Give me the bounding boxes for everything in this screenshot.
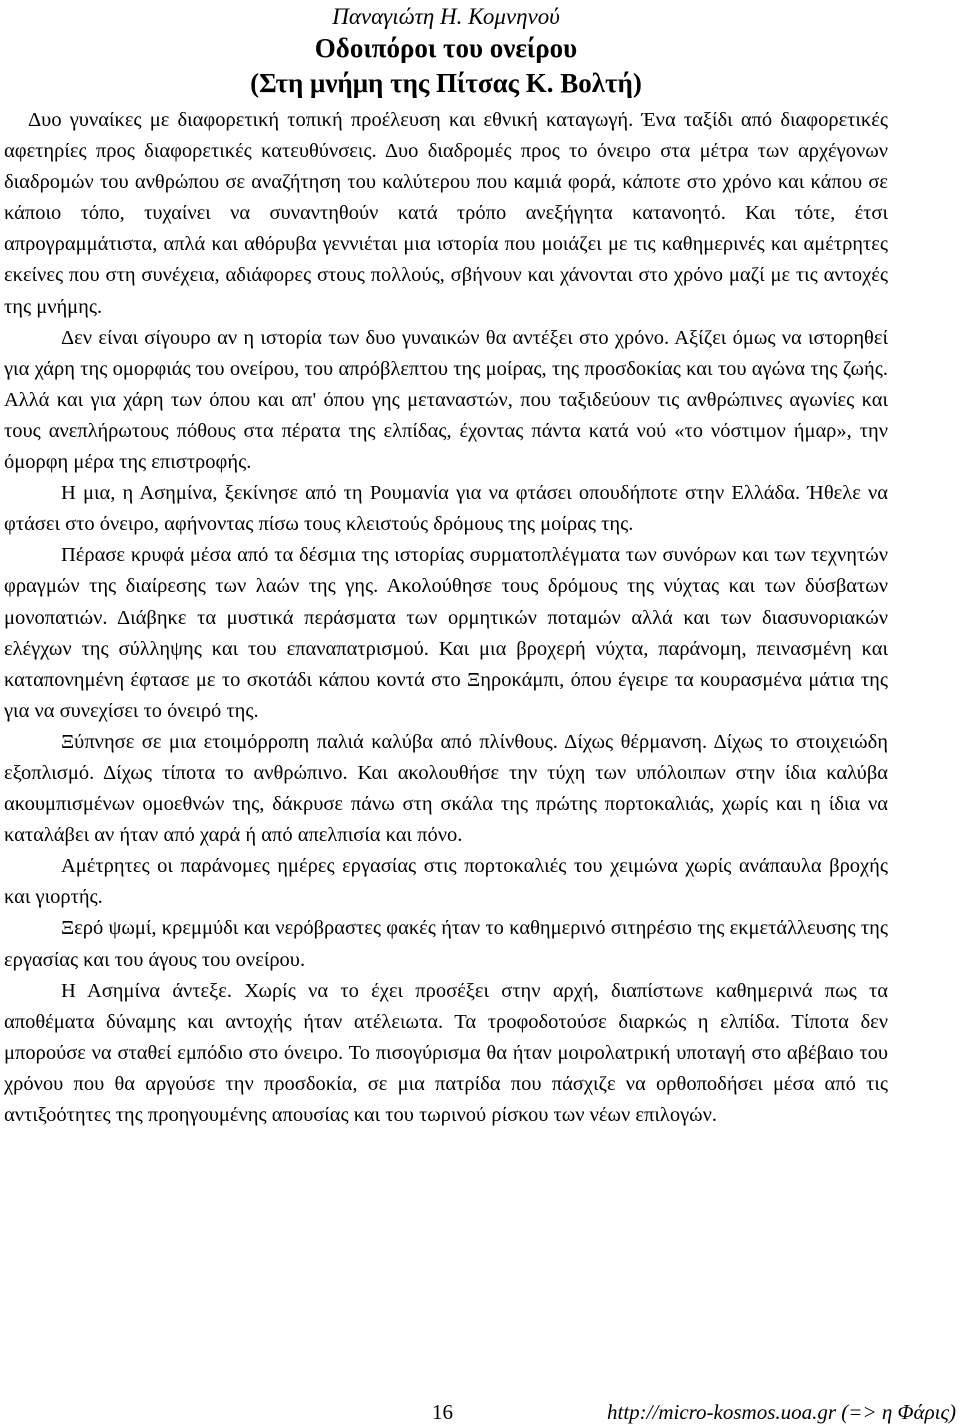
paragraph: Πέρασε κρυφά μέσα από τα δέσμια της ιστορίας συρματοπλέγματα των συνόρων και των τεχνητών φραγμών της διαίρεσης των λαών της γης. Ακολούθησε τους δρόμους της νύχτας και των δύσβατων μονοπατιών. Διάβηκε τα μυστικά περάσματα των ορμητικών ποταμών αλλά και των διασυνοριακών ελέγχων της σύλληψης και του επαναπατρισμού. Και μια βροχερή νύχτα, παράνομη, πεινασμένη και καταπονημένη έφτασε με το σκοτάδι κάπου κοντά στο Ξηροκάμπι, όπου έγειρε τα κουρασμένα μάτια της για να συνεχίσει το όνειρό της. xyxy=(4,544,888,722)
page-number: 16 xyxy=(432,1400,453,1424)
paragraph: Αμέτρητες οι παράνομες ημέρες εργασίας στις πορτοκαλιές του χειμώνα χωρίς ανάπαυλα βροχής και γιορτής. xyxy=(4,855,888,909)
paragraph: Ξύπνησε σε μια ετοιμόρροπη παλιά καλύβα από πλίνθους. Δίχως θέρμανση. Δίχως το στοιχειώδη εξοπλισμό. Δίχως τίποτα το ανθρώπινο. Και ακολουθήσε την τύχη των υπόλοιπων στην ίδια καλύβα ακουμπισμένων ομοεθνών της, δάκρυσε πάνω στη σκάλα της πρώτης πορτοκαλιάς, χωρίς και η ίδια να καταλάβει αν ήταν από χαρά ή από απελπισία και πόνο. xyxy=(4,730,888,847)
document-page xyxy=(4,0,888,1131)
paragraph: Η Ασημίνα άντεξε. Χωρίς να το έχει προσέξει στην αρχή, διαπίστωνε καθημερινά πως τα αποθέματα δύναμης και αντοχής ήταν ατέλειωτα. Τα τροφοδοτούσε διαρκώς η ελπίδα. Τίποτα δεν μπορούσε να σταθεί εμπόδιο στο όνειρο. Το πισογύρισμα θα ήταν μοιρολατρική υποταγή στο αβέβαιο του χρόνου που θα αργούσε την προσδοκία, σε μια πατρίδα που πάσχιζε να ορθοποδήσει μέσα από τις αντιξοότητες της προηγουμένης απουσίας και του τωρινού ρίσκου των νέων επιλογών. xyxy=(4,979,888,1126)
paragraph: Ξερό ψωμί, κρεμμύδι και νερόβραστες φακές ήταν το καθημερινό σιτηρέσιο της εκμετάλλευσης της εργασίας και του άγους του ονείρου. xyxy=(4,917,888,971)
paragraph: Δεν είναι σίγουρο αν η ιστορία των δυο γυναικών θα αντέξει στο χρόνο. Αξίζει όμως να ιστορηθεί για χάρη της ομορφιάς του ονείρου, του απρόβλεπτου της μοίρας, της προσδοκίας και του αγώνα της ζωής. Αλλά και για χάρη των όπου και απ' όπου γης μεταναστών, που ταξιδεύουν τις ανθρώπινες αγωνίες και τους ανεπλήρωτους πόθους στα πέρατα της ελπίδας, έχοντας πάντα κατά νού «το νόστιμον ήμαρ», την όμορφη μέρα της επιστροφής. xyxy=(4,326,888,474)
page-footer xyxy=(0,1398,960,1426)
paragraph: Δυο γυναίκες με διαφορετική τοπική προέλευση και εθνική καταγωγή. Ένα ταξίδι από διαφορετικές αφετηρίες προς διαφορετικές κατευθύνσεις. Δυο διαδρομές προς το όνειρο στα μέτρα των αρχέγονων διαδρομών του ανθρώπου σε αναζήτηση του καλύτερου που καμιά φορά, κάποτε στο χρόνο και κάπου σε κάποιο τόπο, τυχαίνει να συναντηθούν κατά τρόπο ανεξήγητα κατανοητό. Και τότε, έτσι απρογραμμάτιστα, απλά και αθόρυβα γεννιέται μια ιστορία που μοιάζει με τις καθημερινές και αμέτρητες εκείνες που στη συνέχεια, αδιάφορες στους πολλούς, σβήνουν και χάνονται στο χρόνο μαζί με τις αντοχές της μνήμης. xyxy=(4,109,888,318)
paragraph: Η μια, η Ασημίνα, ξεκίνησε από τη Ρουμανία για να φτάσει οπουδήποτε στην Ελλάδα. Ήθελε να φτάσει στο όνειρο, αφήνοντας πίσω τους κλειστούς δρόμους της μοίρας της. xyxy=(4,482,888,536)
document-body xyxy=(4,105,888,1131)
document-title: Οδοιπόροι του ονείρου xyxy=(314,33,578,63)
author-name: Παναγιώτη Η. Κομνηνού xyxy=(332,4,560,29)
document-subtitle: (Στη μνήμη της Πίτσας Κ. Βολτή) xyxy=(250,68,642,98)
footer-url-link[interactable]: http://micro-kosmos.uoa.gr (=> η Φάρις) xyxy=(607,1400,956,1424)
